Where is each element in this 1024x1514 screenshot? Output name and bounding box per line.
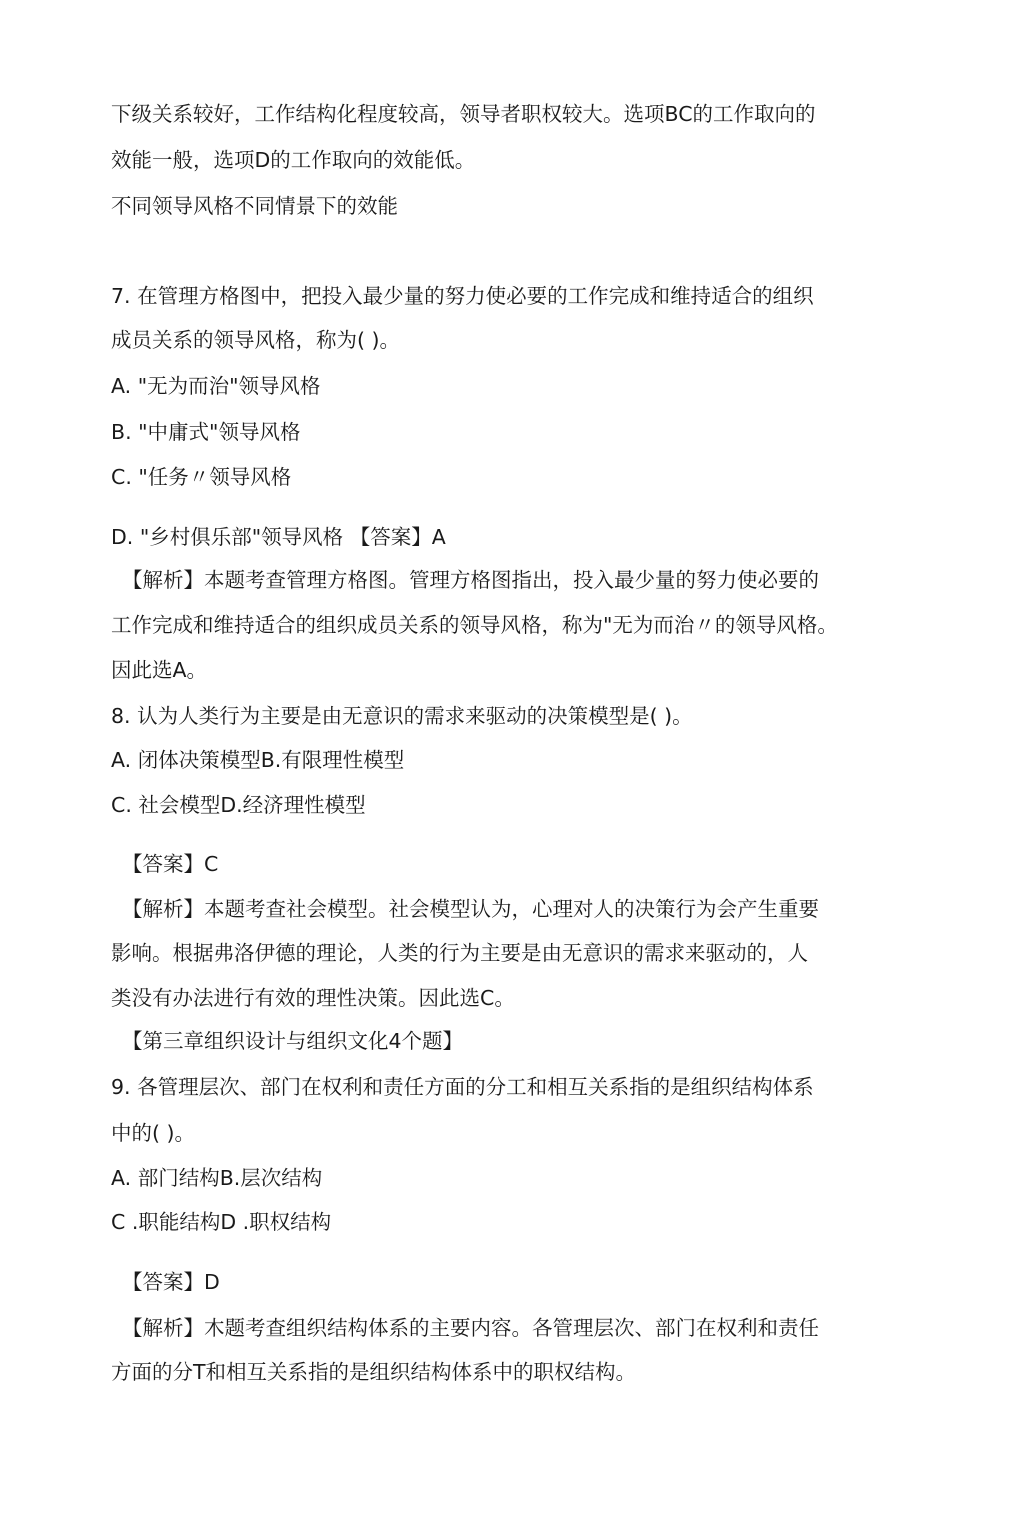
- options-ab: A. 闭体决策模型B.有限理性模型: [111, 748, 405, 772]
- explanation: 【解析】木题考查组织结构体系的主要内容。各管理层次、部门在权利和责任: [122, 1316, 819, 1340]
- text-line: 下级关系较好，工作结构化程度较高，领导者职权较大。选项BC的工作取向的: [111, 102, 816, 126]
- text-line: 效能一般，选项D的工作取向的效能低。: [111, 148, 476, 172]
- answer: 【答案】C: [122, 852, 219, 876]
- option-d-answer: D. "乡村俱乐部"领导风格 【答案】A: [111, 525, 446, 549]
- options-ab: A. 部门结构B.层次结构: [111, 1166, 323, 1190]
- question-7-stem: 7. 在管理方格图中，把投入最少量的努力使必要的工作完成和维持适合的组织: [111, 284, 814, 308]
- explanation: 工作完成和维持适合的组织成员关系的领导风格，称为"无为而治〃的领导风格。: [111, 613, 838, 637]
- explanation: 因此选A。: [111, 658, 208, 682]
- question-9-stem: 9. 各管理层次、部门在权利和责任方面的分工和相互关系指的是组织结构体系: [111, 1075, 814, 1099]
- options-cd: C. 社会模型D.经济理性模型: [111, 793, 366, 817]
- option-c: C. "任务〃领导风格: [111, 465, 292, 489]
- explanation: 影响。根据弗洛伊德的理论，人类的行为主要是由无意识的需求来驱动的，人: [111, 941, 808, 965]
- question-7-stem: 成员关系的领导风格，称为( )。: [111, 328, 401, 352]
- answer: 【答案】D: [122, 1270, 220, 1294]
- explanation: 类没有办法进行有效的理性决策。因此选C。: [111, 986, 515, 1010]
- chapter-heading: 【第三章组织设计与组织文化4个题】: [122, 1029, 464, 1053]
- text-line: 不同领导风格不同情景下的效能: [111, 194, 398, 218]
- explanation: 【解析】本题考查社会模型。社会模型认为，心理对人的决策行为会产生重要: [122, 897, 819, 921]
- option-a: A. "无为而治"领导风格: [111, 374, 321, 398]
- question-8-stem: 8. 认为人类行为主要是由无意识的需求来驱动的决策模型是( )。: [111, 704, 693, 728]
- explanation: 【解析】本题考查管理方格图。管理方格图指出，投入最少量的努力使必要的: [122, 568, 819, 592]
- option-b: B. "中庸式"领导风格: [111, 420, 301, 444]
- explanation: 方面的分T和相互关系指的是组织结构体系中的职权结构。: [111, 1360, 637, 1384]
- question-9-stem: 中的( )。: [111, 1121, 196, 1145]
- options-cd: C .职能结构D .职权结构: [111, 1210, 332, 1234]
